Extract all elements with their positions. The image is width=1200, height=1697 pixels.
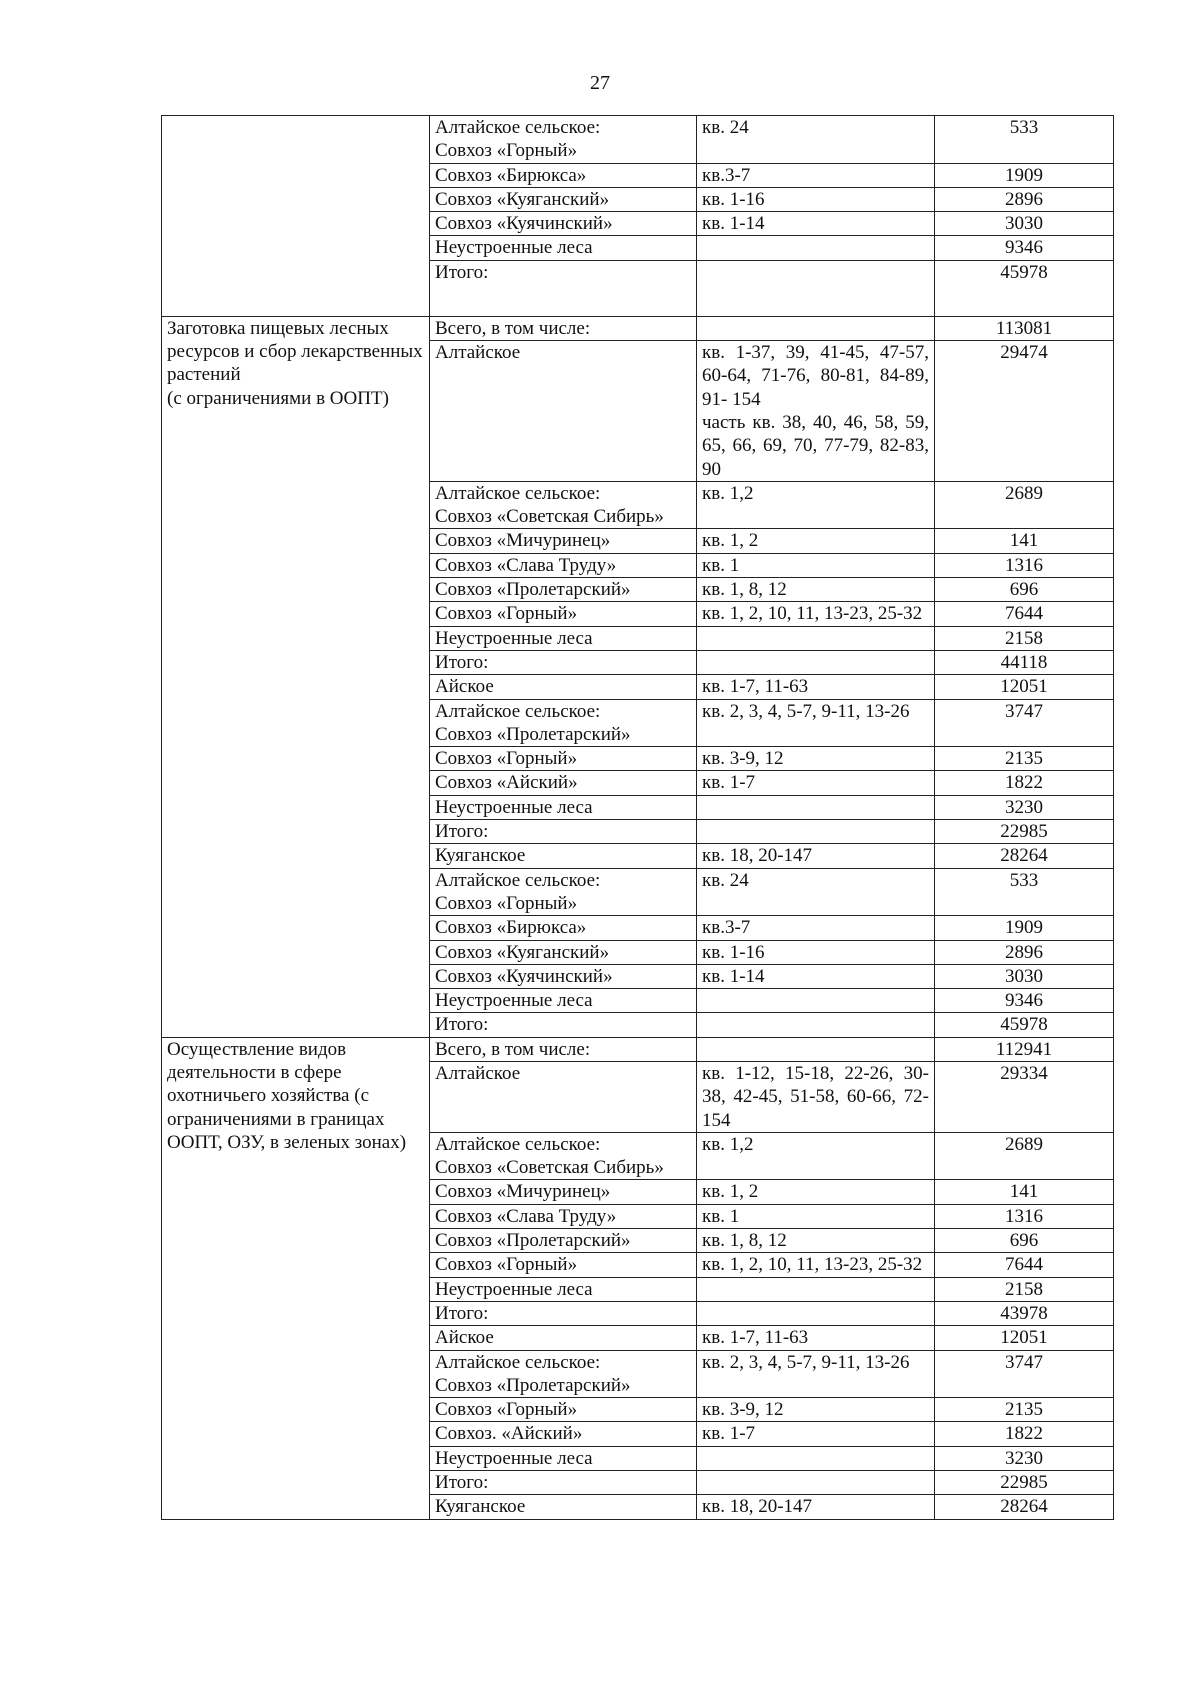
area-cell: 3030 [935,212,1114,236]
page-number: 27 [590,72,610,94]
area-cell: 1822 [935,771,1114,795]
quarters-cell: кв. 1-7, 11-63 [697,675,935,699]
quarters-cell: кв. 1-14 [697,212,935,236]
district-cell: Неустроенные леса [430,1277,697,1301]
area-cell: 1822 [935,1422,1114,1446]
area-cell: 2158 [935,626,1114,650]
activity-cell: Заготовка пищевых лесных ресурсов и сбор лекарственных растений (с ограничениями в ООПТ) [162,316,430,1037]
quarters-cell: кв. 1, 2 [697,529,935,553]
district-cell: Совхоз «Мичуринец» [430,1180,697,1204]
area-cell: 9346 [935,989,1114,1013]
district-cell: Совхоз «Слава Труду» [430,553,697,577]
area-cell: 22985 [935,1471,1114,1495]
district-cell: Совхоз «Горный» [430,602,697,626]
quarters-cell: кв. 1-7 [697,1422,935,1446]
area-cell: 2896 [935,187,1114,211]
district-cell: Алтайское сельское: Совхоз «Советская Сибирь» [430,481,697,529]
district-cell: Алтайское [430,341,697,482]
district-cell: Совхоз «Бирюкса» [430,916,697,940]
area-cell: 2135 [935,747,1114,771]
district-cell: Алтайское [430,1061,697,1132]
quarters-cell [697,820,935,844]
quarters-cell: кв. 2, 3, 4, 5-7, 9-11, 13-26 [697,699,935,747]
quarters-cell: кв. 24 [697,116,935,164]
quarters-cell: кв. 3-9, 12 [697,1398,935,1422]
district-cell: Совхоз «Айский» [430,771,697,795]
forest-use-table [161,115,1114,1520]
district-cell: Алтайское сельское: Совхоз «Пролетарский» [430,699,697,747]
quarters-cell: кв. 1, 8, 12 [697,1229,935,1253]
quarters-cell: кв. 3-9, 12 [697,747,935,771]
district-cell: Совхоз «Мичуринец» [430,529,697,553]
quarters-cell: кв. 1-12, 15-18, 22-26, 30-38, 42-45, 51-58, 60-66, 72-154 [697,1061,935,1132]
area-cell: 141 [935,529,1114,553]
quarters-cell: кв. 18, 20-147 [697,1495,935,1519]
area-cell: 9346 [935,236,1114,260]
quarters-cell [697,236,935,260]
area-cell: 3230 [935,795,1114,819]
district-cell: Алтайское сельское: Совхоз «Советская Сибирь» [430,1132,697,1180]
quarters-cell: кв. 1-16 [697,940,935,964]
area-cell: 1909 [935,163,1114,187]
quarters-cell: кв. 1 [697,1204,935,1228]
quarters-cell [697,989,935,1013]
table-row [162,116,1114,164]
district-cell: Алтайское сельское: Совхоз «Горный» [430,116,697,164]
area-cell: 1316 [935,1204,1114,1228]
quarters-cell [697,1013,935,1037]
area-cell: 112941 [935,1037,1114,1061]
district-cell: Итого: [430,260,697,316]
district-cell: Совхоз «Слава Труду» [430,1204,697,1228]
quarters-cell: кв. 24 [697,868,935,916]
district-cell: Совхоз «Куячинский» [430,964,697,988]
area-cell: 1909 [935,916,1114,940]
district-cell: Всего, в том числе: [430,316,697,340]
area-cell: 1316 [935,553,1114,577]
district-cell: Совхоз «Куяганский» [430,187,697,211]
district-cell: Алтайское сельское: Совхоз «Горный» [430,868,697,916]
quarters-cell: кв. 1 [697,553,935,577]
quarters-cell: кв. 1-7 [697,771,935,795]
district-cell: Всего, в том числе: [430,1037,697,1061]
quarters-cell [697,1301,935,1325]
district-cell: Совхоз «Бирюкса» [430,163,697,187]
quarters-cell [697,1471,935,1495]
quarters-cell: кв. 1-7, 11-63 [697,1326,935,1350]
quarters-cell: кв.3-7 [697,163,935,187]
quarters-cell: кв. 1, 8, 12 [697,578,935,602]
quarters-cell [697,1037,935,1061]
district-cell: Неустроенные леса [430,236,697,260]
area-cell: 2896 [935,940,1114,964]
area-cell: 533 [935,116,1114,164]
table-row [162,1037,1114,1061]
quarters-cell [697,650,935,674]
area-cell: 22985 [935,820,1114,844]
quarters-cell [697,1277,935,1301]
district-cell: Совхоз «Куяганский» [430,940,697,964]
area-cell: 7644 [935,1253,1114,1277]
district-cell: Неустроенные леса [430,626,697,650]
district-cell: Совхоз «Горный» [430,1398,697,1422]
area-cell: 2689 [935,481,1114,529]
district-cell: Совхоз «Пролетарский» [430,1229,697,1253]
district-cell: Совхоз. «Айский» [430,1422,697,1446]
quarters-cell [697,1446,935,1470]
area-cell: 696 [935,1229,1114,1253]
quarters-cell: кв. 1-16 [697,187,935,211]
district-cell: Куяганское [430,1495,697,1519]
quarters-cell: кв. 1, 2 [697,1180,935,1204]
quarters-cell: кв. 18, 20-147 [697,844,935,868]
area-cell: 12051 [935,675,1114,699]
district-cell: Айское [430,1326,697,1350]
area-cell: 2135 [935,1398,1114,1422]
quarters-cell: кв. 1,2 [697,1132,935,1180]
quarters-cell: кв. 1-37, 39, 41-45, 47-57, 60-64, 71-76, 80-81, 84-89, 91- 154 часть кв. 38, 40, 46, 58, 59, 65, 66, 69, 70, 77-79, 82-83, 90 [697,341,935,482]
quarters-cell: кв. 1,2 [697,481,935,529]
district-cell: Алтайское сельское: Совхоз «Пролетарский» [430,1350,697,1398]
area-cell: 696 [935,578,1114,602]
district-cell: Итого: [430,650,697,674]
district-cell: Итого: [430,1471,697,1495]
table-body [162,116,1114,1520]
quarters-cell [697,626,935,650]
district-cell: Совхоз «Горный» [430,1253,697,1277]
area-cell: 29474 [935,341,1114,482]
district-cell: Совхоз «Куячинский» [430,212,697,236]
area-cell: 533 [935,868,1114,916]
area-cell: 3030 [935,964,1114,988]
quarters-cell: кв. 2, 3, 4, 5-7, 9-11, 13-26 [697,1350,935,1398]
quarters-cell [697,316,935,340]
area-cell: 43978 [935,1301,1114,1325]
quarters-cell: кв. 1, 2, 10, 11, 13-23, 25-32 [697,602,935,626]
district-cell: Неустроенные леса [430,989,697,1013]
area-cell: 141 [935,1180,1114,1204]
area-cell: 3747 [935,1350,1114,1398]
area-cell: 12051 [935,1326,1114,1350]
area-cell: 113081 [935,316,1114,340]
district-cell: Неустроенные леса [430,795,697,819]
area-cell: 7644 [935,602,1114,626]
area-cell: 28264 [935,844,1114,868]
area-cell: 45978 [935,1013,1114,1037]
area-cell: 44118 [935,650,1114,674]
district-cell: Совхоз «Горный» [430,747,697,771]
activity-cell: Осуществление видов деятельности в сфере охотничьего хозяйства (с ограничениями в границах ООПТ, ОЗУ, в зеленых зонах) [162,1037,430,1519]
district-cell: Айское [430,675,697,699]
district-cell: Итого: [430,1301,697,1325]
area-cell: 45978 [935,260,1114,316]
activity-cell [162,116,430,317]
district-cell: Итого: [430,820,697,844]
district-cell: Совхоз «Пролетарский» [430,578,697,602]
district-cell: Неустроенные леса [430,1446,697,1470]
area-cell: 3747 [935,699,1114,747]
district-cell: Куяганское [430,844,697,868]
area-cell: 2158 [935,1277,1114,1301]
district-cell: Итого: [430,1013,697,1037]
quarters-cell: кв. 1, 2, 10, 11, 13-23, 25-32 [697,1253,935,1277]
area-cell: 29334 [935,1061,1114,1132]
quarters-cell [697,795,935,819]
quarters-cell [697,260,935,316]
area-cell: 2689 [935,1132,1114,1180]
area-cell: 28264 [935,1495,1114,1519]
area-cell: 3230 [935,1446,1114,1470]
quarters-cell: кв. 1-14 [697,964,935,988]
table-row [162,316,1114,340]
quarters-cell: кв.3-7 [697,916,935,940]
